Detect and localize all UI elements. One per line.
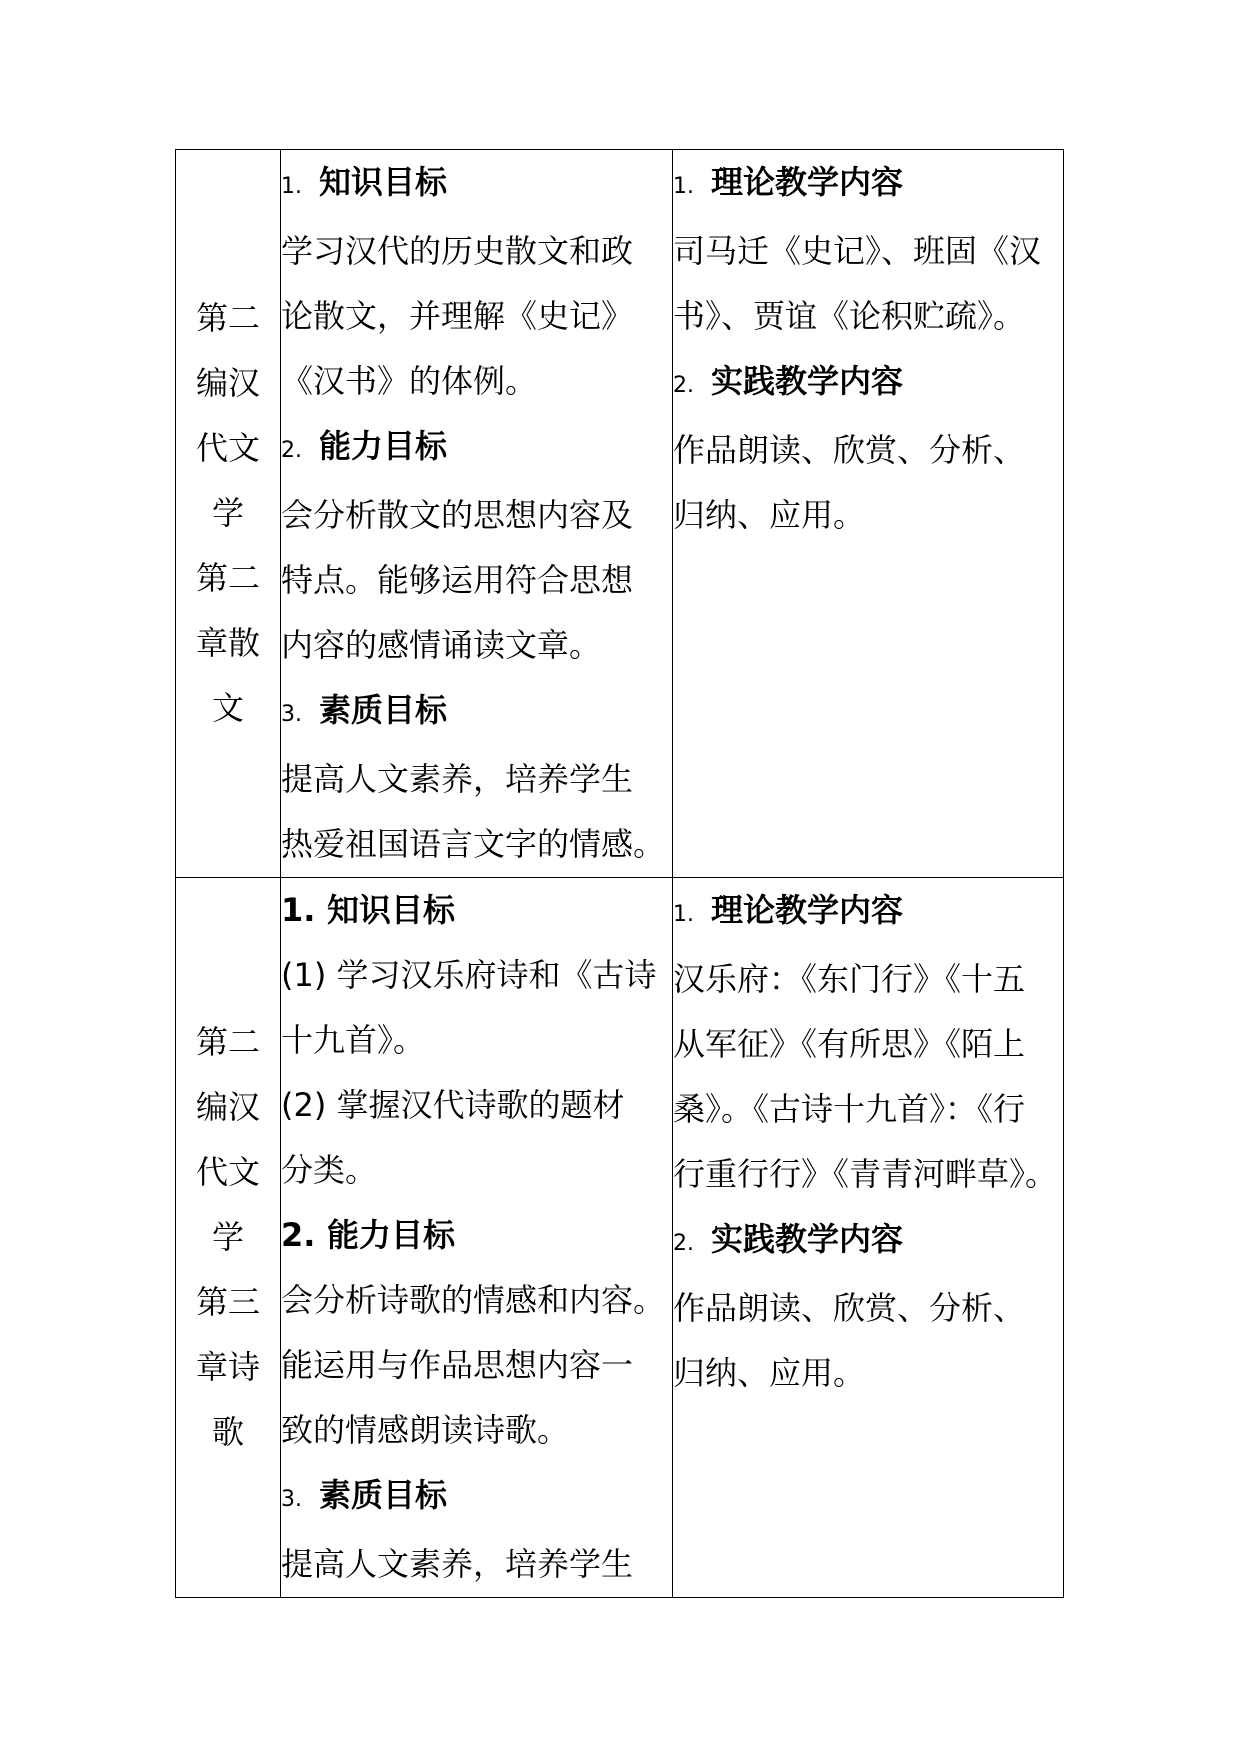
syllabus-table <box>175 149 1064 1598</box>
unit-line: 代文 <box>195 429 260 467</box>
table-row <box>176 878 1064 1598</box>
content-cell <box>673 150 1064 878</box>
text-line: 司马迁《史记》、班固《汉 <box>673 232 1042 270</box>
ability-heading <box>281 414 672 483</box>
ability-heading <box>281 1203 672 1268</box>
heading-number: 3. <box>281 1487 302 1512</box>
unit-line: 章诗 <box>195 1348 260 1386</box>
text-line: 致的情感朗读诗歌。 <box>281 1411 570 1449</box>
practice-heading <box>673 349 1063 418</box>
heading-number: 2. <box>673 1231 694 1256</box>
unit-line: 第二 <box>195 559 260 597</box>
text-line: 会分析诗歌的情感和内容。 <box>281 1281 666 1319</box>
unit-line: 章散 <box>195 624 260 662</box>
heading-title: 理论教学内容 <box>711 891 904 929</box>
unit-line: 文 <box>211 689 244 727</box>
heading-number: 1. <box>281 174 302 199</box>
text-line: 桑》。《古诗十九首》：《行 <box>673 1090 1026 1128</box>
heading-title: 能力目标 <box>327 1216 456 1254</box>
knowledge-heading <box>281 150 672 219</box>
heading-number: 2. <box>281 438 302 463</box>
heading-number: 1. <box>673 174 694 199</box>
heading-title: 能力目标 <box>319 427 448 465</box>
heading-title: 素质目标 <box>319 691 448 729</box>
text-line: 汉乐府：《东门行》《十五 <box>673 960 1026 998</box>
quality-heading <box>281 678 672 747</box>
heading-title: 知识目标 <box>319 163 448 201</box>
unit-line: 代文 <box>195 1153 260 1191</box>
text-line: 学习汉代的历史散文和政 <box>281 232 634 270</box>
heading-title: 实践教学内容 <box>711 1220 904 1258</box>
theory-heading <box>673 878 1063 947</box>
text-line: (2) 掌握汉代诗歌的题材 <box>281 1086 625 1124</box>
unit-line: 第三 <box>195 1283 260 1321</box>
text-line: 能运用与作品思想内容一 <box>281 1346 634 1384</box>
text-line: 《汉书》的体例。 <box>281 362 538 400</box>
text-line: 行重行行》《青青河畔草》。 <box>673 1155 1058 1193</box>
unit-line: 学 <box>211 494 244 532</box>
content-cell <box>673 878 1064 1598</box>
unit-line: 第二 <box>195 1023 260 1061</box>
text-line: 论散文，并理解《史记》 <box>281 297 634 335</box>
text-line: 分类。 <box>281 1151 378 1189</box>
text-line: 十九首》。 <box>281 1021 426 1059</box>
text-line: 会分析散文的思想内容及 <box>281 496 634 534</box>
text-line: 作品朗读、欣赏、分析、 <box>673 431 1026 469</box>
objectives-cell <box>281 878 673 1598</box>
heading-number: 2. <box>673 373 694 398</box>
text-line: 提高人文素养，培养学生 <box>281 1545 634 1583</box>
text-line: 从军征》《有所思》《陌上 <box>673 1025 1026 1063</box>
unit-line: 编汉 <box>195 1088 260 1126</box>
theory-heading <box>673 150 1063 219</box>
text-line: 归纳、应用。 <box>673 496 866 534</box>
text-line: 提高人文素养，培养学生 <box>281 760 634 798</box>
text-line: 热爱祖国语言文字的情感。 <box>281 825 666 863</box>
table-row <box>176 150 1064 878</box>
objectives-cell <box>281 150 673 878</box>
unit-cell <box>176 150 281 878</box>
unit-cell <box>176 878 281 1598</box>
heading-title: 实践教学内容 <box>711 362 904 400</box>
text-line: 作品朗读、欣赏、分析、 <box>673 1289 1026 1327</box>
text-line: 特点。能够运用符合思想 <box>281 561 634 599</box>
heading-number: 3. <box>281 702 302 727</box>
heading-title: 理论教学内容 <box>711 163 904 201</box>
unit-line: 歌 <box>211 1413 244 1451</box>
knowledge-heading <box>281 878 672 943</box>
heading-title: 知识目标 <box>327 891 456 929</box>
practice-heading <box>673 1207 1063 1276</box>
heading-number: 1. <box>673 902 694 927</box>
text-line: 归纳、应用。 <box>673 1354 866 1392</box>
quality-heading <box>281 1463 672 1532</box>
unit-line: 学 <box>211 1218 244 1256</box>
heading-title: 素质目标 <box>319 1476 448 1514</box>
text-line: (1) 学习汉乐府诗和《古诗 <box>281 956 657 994</box>
unit-line: 编汉 <box>195 364 260 402</box>
unit-line: 第二 <box>195 299 260 337</box>
heading-number: 1. <box>281 891 316 929</box>
text-line: 内容的感情诵读文章。 <box>281 626 602 664</box>
text-line: 书》、贾谊《论积贮疏》。 <box>673 297 1026 335</box>
heading-number: 2. <box>281 1216 316 1254</box>
